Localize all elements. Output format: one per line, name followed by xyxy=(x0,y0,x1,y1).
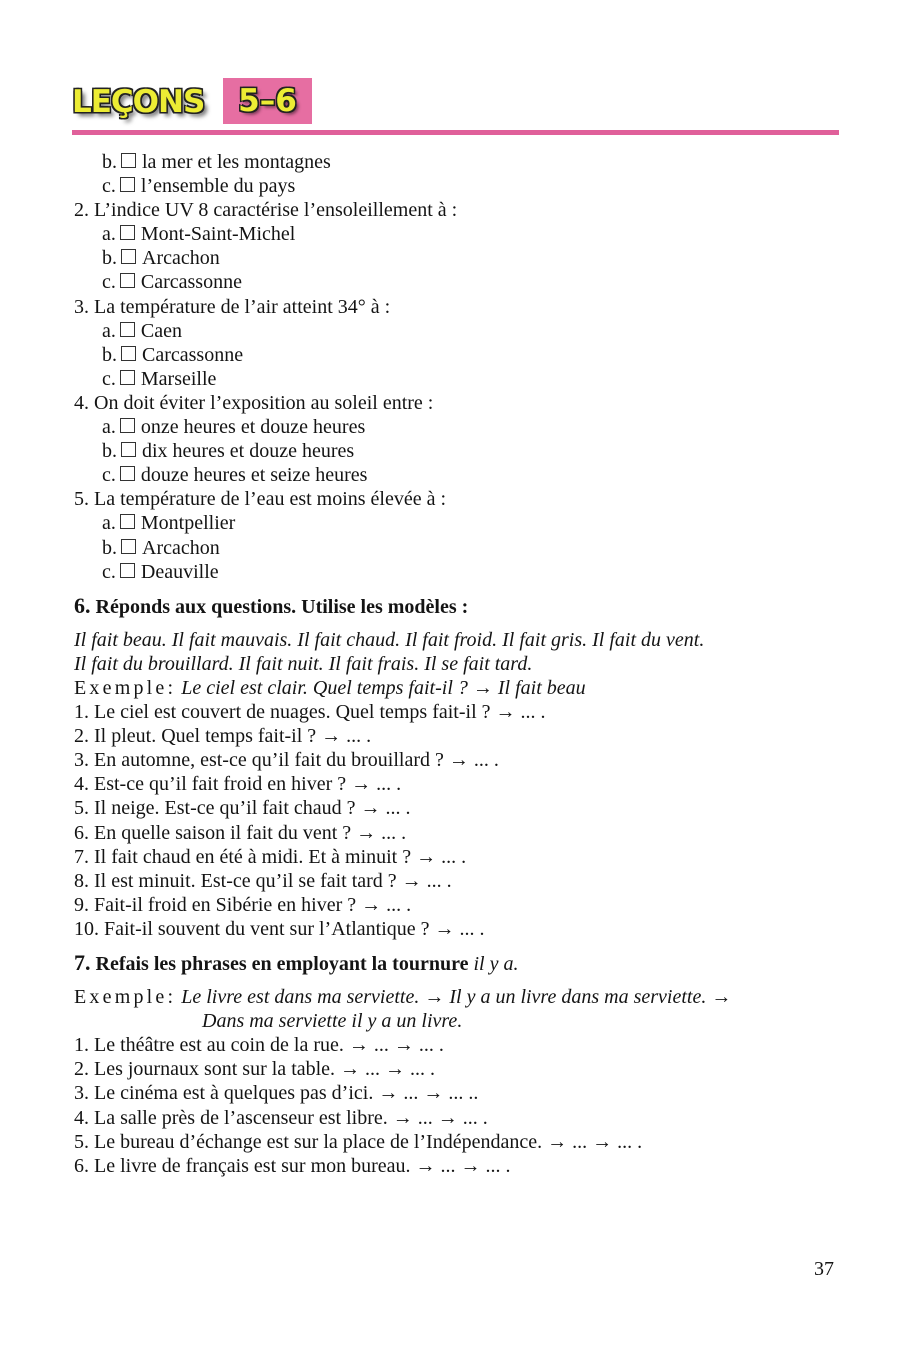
lesson-number: 5–6 xyxy=(238,83,297,119)
checkbox xyxy=(120,418,135,433)
exercise-item: 6. En quelle saison il fait du vent ? → ... . xyxy=(74,821,407,844)
exercise-item: 7. Il fait chaud en été à midi. Et à minuit ? → ... . xyxy=(74,845,467,868)
question-text: 3. La température de l’air atteint 34° à : xyxy=(74,295,391,318)
header-rule xyxy=(72,130,839,135)
checkbox xyxy=(120,563,135,578)
lesson-number-badge xyxy=(223,78,312,124)
exercise-item: 4. Est-ce qu’il fait froid en hiver ? → ... . xyxy=(74,773,402,796)
example-text: Le livre est dans ma serviette. → Il y a un livre dans ma serviette. → xyxy=(181,986,732,1009)
checkbox xyxy=(120,273,135,288)
exercise-title: Refais les phrases en employant la tournure xyxy=(95,953,469,975)
option-line: c. Deauville xyxy=(102,560,219,583)
exercise-title: Réponds aux questions. Utilise les modèles : xyxy=(95,595,469,618)
example-line xyxy=(74,676,844,700)
checkbox xyxy=(120,322,135,337)
option-line: c. l’ensemble du pays xyxy=(102,175,296,198)
exercise-item: 3. Le cinéma est à quelques pas d’ici. → ... → ... .. xyxy=(74,1082,479,1105)
checkbox xyxy=(121,153,136,168)
exercise-item: 4. La salle près de l’ascenseur est libre. → ... → ... . xyxy=(74,1106,488,1129)
example-text: Le ciel est clair. Quel temps fait-il ? → Il fait beau xyxy=(181,676,586,699)
option-line: b. la mer et les montagnes xyxy=(102,151,331,173)
option-line: b. Carcassonne xyxy=(102,343,244,366)
exercise-title-italic: il y a. xyxy=(473,953,519,975)
page-content xyxy=(74,150,844,1178)
checkbox xyxy=(121,442,136,457)
example-continuation: Dans ma serviette il y a un livre. xyxy=(202,1010,463,1033)
exercise-item: 2. Il pleut. Quel temps fait-il ? → ... . xyxy=(74,725,372,748)
option-line: c. Marseille xyxy=(102,367,217,390)
lesson-header xyxy=(72,78,839,138)
checkbox xyxy=(120,466,135,481)
checkbox xyxy=(120,225,135,240)
exercise-number: 7. xyxy=(74,950,91,975)
exercise-item: 8. Il est minuit. Est-ce qu’il se fait tard ? → ... . xyxy=(74,869,452,892)
example-label: Exemple: xyxy=(74,676,177,699)
option-line: a. onze heures et douze heures xyxy=(102,416,366,439)
exercise-number: 6. xyxy=(74,592,91,618)
option-line: b. Arcachon xyxy=(102,536,220,559)
checkbox xyxy=(120,514,135,529)
question-text: 2. L’indice UV 8 caractérise l’ensoleillement à : xyxy=(74,199,458,222)
checkbox xyxy=(121,249,136,264)
exercise-item: 1. Le ciel est couvert de nuages. Quel temps fait-il ? → ... . xyxy=(74,701,546,724)
checkbox xyxy=(121,346,136,361)
exercise-item: 3. En automne, est-ce qu’il fait du brouillard ? → ... . xyxy=(74,749,499,772)
checkbox xyxy=(121,539,136,554)
option-line: a. Montpellier xyxy=(102,512,236,535)
checkbox xyxy=(120,177,135,192)
exercise-item: 2. Les journaux sont sur la table. → ... → ... . xyxy=(74,1058,436,1081)
option-line: b. dix heures et douze heures xyxy=(102,440,355,463)
option-line: c. douze heures et seize heures xyxy=(102,464,368,487)
exercise-item: 5. Il neige. Est-ce qu’il fait chaud ? → ... . xyxy=(74,797,411,820)
lessons-title: LEÇONS xyxy=(72,84,205,120)
exercise-item: 10. Fait-il souvent du vent sur l’Atlantique ? → ... . xyxy=(74,917,485,940)
exercise-item: 1. Le théâtre est au coin de la rue. → ... → ... . xyxy=(74,1034,444,1057)
option-line: a. Caen xyxy=(102,319,182,342)
exercise-item: 6. Le livre de français est sur mon bureau. → ... → ... . xyxy=(74,1154,511,1177)
exercise-6-heading xyxy=(74,594,844,619)
checkbox xyxy=(120,370,135,385)
example-label: Exemple: xyxy=(74,986,177,1009)
exercise-item: 9. Fait-il froid en Sibérie en hiver ? → ... . xyxy=(74,893,412,916)
model-line: Il fait du brouillard. Il fait nuit. Il fait frais. Il se fait tard. xyxy=(74,652,533,675)
option-line: b. Arcachon xyxy=(102,247,220,270)
option-line: c. Carcassonne xyxy=(102,271,242,294)
page-number: 37 xyxy=(814,1258,834,1280)
option-line: a. Mont-Saint-Michel xyxy=(102,223,296,246)
question-text: 4. On doit éviter l’exposition au soleil entre : xyxy=(74,391,434,414)
exercise-item: 5. Le bureau d’échange est sur la place de l’Indépendance. → ... → ... . xyxy=(74,1130,643,1153)
example-line xyxy=(74,985,844,1009)
question-text: 5. La température de l’eau est moins élevée à : xyxy=(74,488,447,511)
model-line: Il fait beau. Il fait mauvais. Il fait chaud. Il fait froid. Il fait gris. Il fait du vent. xyxy=(74,628,705,651)
exercise-7-heading xyxy=(74,951,844,976)
